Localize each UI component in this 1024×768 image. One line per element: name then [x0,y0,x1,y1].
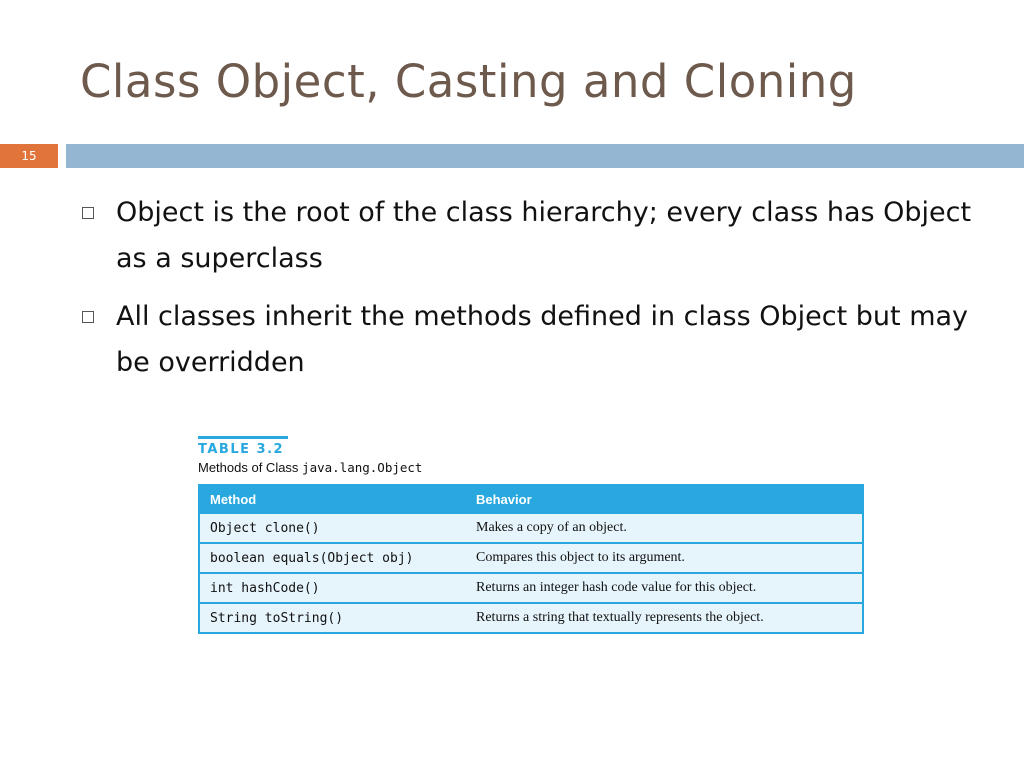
bullet-item [78,294,988,386]
behavior-cell: Returns an integer hash code value for this object. [466,573,863,603]
square-bullet-icon [82,207,94,219]
behavior-cell: Makes a copy of an object. [466,513,863,543]
column-header-behavior: Behavior [466,485,863,513]
methods-table-figure [198,436,864,634]
slide-number: 15 [0,144,58,168]
bullet-text: Object is the root of the class hierarchy; every class has Object as a superclass [116,197,972,274]
square-bullet-icon [82,311,94,323]
bullet-item [78,190,988,282]
method-cell: int hashCode() [199,573,466,603]
table-label-rule [198,436,288,439]
method-cell: String toString() [199,603,466,633]
behavior-cell: Compares this object to its argument. [466,543,863,573]
table-caption-prefix: Methods of Class [198,460,303,475]
table-row [199,513,863,543]
table-caption-class: java.lang.Object [302,460,423,475]
column-header-method: Method [199,485,466,513]
method-cell: boolean equals(Object obj) [199,543,466,573]
table-caption [198,458,864,478]
behavior-cell: Returns a string that textually represents the object. [466,603,863,633]
table-label: TABLE 3.2 [198,442,285,457]
methods-table [198,484,864,634]
header-band [66,144,1024,168]
table-row [199,603,863,633]
bullet-text: All classes inherit the methods defined in class Object but may be overridden [116,301,969,378]
table-row [199,543,863,573]
table-row [199,573,863,603]
method-cell: Object clone() [199,513,466,543]
table-header-row [199,485,863,513]
slide-title: Class Object, Casting and Cloning [80,55,857,108]
bullet-list [78,190,988,398]
